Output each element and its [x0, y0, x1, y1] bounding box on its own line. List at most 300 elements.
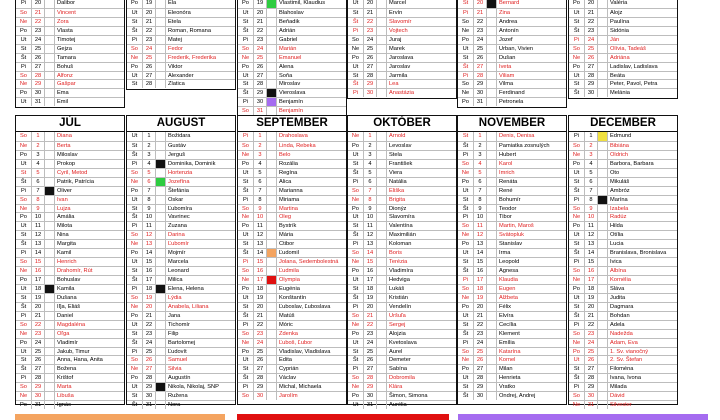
weekday: Ne [16, 142, 32, 150]
day-row [348, 248, 456, 257]
day-marker [45, 356, 55, 364]
weekday: Po [348, 392, 364, 400]
day-row [569, 230, 677, 239]
day-row [569, 221, 677, 230]
nameday: Marcel [389, 0, 407, 6]
nameday: Cecília [499, 321, 517, 328]
day-number: 28 [254, 374, 267, 382]
day-marker [267, 178, 277, 186]
day-row [16, 8, 124, 17]
day-marker [267, 9, 277, 17]
day-row [16, 329, 124, 338]
day-row [458, 373, 566, 382]
day-row [16, 266, 124, 275]
nameday: Marián [279, 45, 297, 52]
day-row [127, 373, 235, 382]
day-list [569, 132, 677, 409]
day-row [238, 17, 346, 26]
day-marker [598, 36, 608, 44]
weekday: Pi [238, 258, 254, 266]
month-title: JÚL [16, 116, 124, 132]
nameday: Stela [389, 151, 402, 158]
day-row [127, 230, 235, 239]
day-number: 26 [32, 356, 45, 364]
weekday: St [348, 285, 364, 293]
day-number: 2 [32, 142, 45, 150]
weekday: Pi [458, 339, 474, 347]
day-row [127, 71, 235, 80]
day-row [348, 62, 456, 71]
day-marker [156, 321, 166, 329]
nameday: Bystrík [279, 223, 297, 230]
day-marker [377, 231, 387, 239]
nameday: Ignác [57, 402, 71, 409]
day-number: 30 [474, 89, 487, 97]
day-marker [156, 348, 166, 356]
day-marker [156, 151, 166, 159]
nameday: Jarolím [279, 393, 298, 400]
nameday: Matej [168, 36, 182, 43]
day-number: 11 [32, 222, 45, 230]
day-marker [267, 80, 277, 88]
day-row [569, 26, 677, 35]
day-marker [156, 240, 166, 248]
day-row [16, 168, 124, 177]
day-number: 27 [254, 72, 267, 80]
weekday: St [238, 303, 254, 311]
day-number: 29 [474, 80, 487, 88]
nameday: Ondrej, Andrej [499, 393, 536, 400]
weekday: Ne [127, 365, 143, 373]
nameday: Terézia [389, 259, 408, 266]
day-number: 4 [364, 160, 377, 168]
day-row [348, 355, 456, 364]
day-row [458, 293, 566, 302]
day-marker [156, 231, 166, 239]
nameday: Natália [389, 178, 407, 185]
day-row [127, 320, 235, 329]
day-row [16, 391, 124, 400]
day-marker [45, 72, 55, 80]
day-marker [45, 169, 55, 177]
nameday: Daniel [57, 312, 74, 319]
weekday: St [238, 178, 254, 186]
nameday: Nadežda [610, 330, 633, 337]
nameday: Beáta [610, 72, 625, 79]
weekday: Št [16, 178, 32, 186]
day-number: 10 [143, 213, 156, 221]
day-row [16, 382, 124, 391]
weekday: Št [238, 249, 254, 257]
day-number: 17 [364, 276, 377, 284]
weekday: Ne [569, 401, 585, 409]
day-row [458, 266, 566, 275]
day-row [238, 230, 346, 239]
weekday: Po [458, 240, 474, 248]
day-number: 8 [143, 196, 156, 204]
weekday: Ut [458, 249, 474, 257]
day-row [458, 71, 566, 80]
nameday: Dušana [57, 294, 77, 301]
day-marker [156, 258, 166, 266]
day-marker [487, 321, 497, 329]
day-marker [45, 231, 55, 239]
nameday: Henrich [57, 259, 77, 266]
day-marker [487, 249, 497, 257]
nameday: Libuša [57, 393, 74, 400]
day-marker [377, 63, 387, 71]
day-number: 24 [143, 339, 156, 347]
day-row [238, 266, 346, 275]
day-row [16, 97, 124, 106]
weekday: Ut [127, 9, 143, 17]
nameday: Ctibor [279, 241, 295, 248]
weekday: So [16, 196, 32, 204]
day-row [16, 320, 124, 329]
day-row [127, 347, 235, 356]
nameday: Anna, Hana, Anita [57, 357, 103, 364]
day-number: 28 [474, 374, 487, 382]
day-number: 11 [254, 222, 267, 230]
day-marker [487, 258, 497, 266]
day-marker [487, 267, 497, 275]
nameday: Barbora, Barbara [610, 160, 654, 167]
weekday: Ne [238, 213, 254, 221]
weekday: Ne [16, 80, 32, 88]
day-list [16, 0, 124, 106]
weekday: Ne [348, 132, 364, 141]
day-marker [487, 9, 497, 17]
day-marker [598, 63, 608, 71]
day-marker [598, 348, 608, 356]
day-number: 25 [585, 348, 598, 356]
weekday: Ne [569, 276, 585, 284]
nameday: Augustín [168, 375, 191, 382]
day-number: 20 [585, 303, 598, 311]
day-number: 18 [32, 285, 45, 293]
day-marker [377, 80, 387, 88]
day-row [127, 338, 235, 347]
day-marker [267, 392, 277, 400]
day-marker [487, 142, 497, 150]
weekday: Ne [458, 356, 474, 364]
day-number: 13 [32, 240, 45, 248]
nameday: Ladislav, Ladislava [610, 63, 658, 70]
nameday: Gašpar [57, 81, 76, 88]
weekday: St [569, 178, 585, 186]
day-marker [267, 303, 277, 311]
day-marker [267, 249, 277, 257]
day-marker [598, 0, 608, 8]
day-marker [487, 240, 497, 248]
weekday: Pi [348, 27, 364, 35]
weekday: Ut [458, 312, 474, 320]
day-marker [267, 45, 277, 53]
day-number: 30 [143, 392, 156, 400]
weekday: Ut [16, 36, 32, 44]
nameday: Jakub, Timur [57, 348, 90, 355]
day-row [238, 159, 346, 168]
day-row [458, 284, 566, 293]
weekday: Po [16, 401, 32, 409]
day-marker [267, 98, 277, 106]
weekday: Ut [348, 151, 364, 159]
day-marker [267, 0, 277, 8]
day-number: 15 [32, 258, 45, 266]
day-list [238, 132, 346, 400]
day-marker [377, 285, 387, 293]
weekday: Po [16, 151, 32, 159]
day-marker [156, 213, 166, 221]
day-row [238, 97, 346, 106]
weekday: Ne [238, 339, 254, 347]
weekday: St [348, 160, 364, 168]
month-title: AUGUST [127, 116, 235, 132]
day-row [348, 159, 456, 168]
nameday: Bohumír [499, 196, 521, 203]
day-row [348, 311, 456, 320]
day-number: 24 [32, 36, 45, 44]
weekday: St [127, 392, 143, 400]
day-number: 21 [585, 9, 598, 17]
day-number: 3 [585, 151, 598, 159]
day-number: 27 [32, 365, 45, 373]
nameday: Viera [389, 169, 403, 176]
day-marker [156, 80, 166, 88]
day-marker [267, 63, 277, 71]
nameday: Sláva [610, 285, 625, 292]
weekday: St [458, 258, 474, 266]
day-row [16, 239, 124, 248]
day-number: 30 [254, 98, 267, 106]
weekday: Pi [16, 249, 32, 257]
day-marker [377, 294, 387, 302]
weekday: So [16, 9, 32, 17]
day-number: 5 [364, 169, 377, 177]
weekday: Št [238, 312, 254, 320]
nameday: Drahoslava [279, 133, 308, 139]
day-marker [45, 63, 55, 71]
day-marker [377, 9, 387, 17]
day-number: 30 [32, 89, 45, 97]
weekday: Pi [16, 374, 32, 382]
nameday: René [499, 187, 513, 194]
day-marker [156, 365, 166, 373]
weekday: Pi [458, 213, 474, 221]
day-marker [377, 27, 387, 35]
day-marker [598, 187, 608, 195]
weekday: St [569, 240, 585, 248]
day-number: 6 [364, 178, 377, 186]
nameday: Klement [499, 330, 520, 337]
day-row [127, 275, 235, 284]
nameday: Vieroslava [279, 90, 306, 97]
day-row [348, 338, 456, 347]
day-list [127, 132, 235, 409]
day-number: 1 [32, 132, 45, 141]
day-marker [45, 401, 55, 409]
nameday: Silvester [610, 402, 632, 409]
day-row [127, 221, 235, 230]
day-row [16, 0, 124, 8]
day-number: 27 [364, 63, 377, 71]
day-marker [377, 276, 387, 284]
day-marker [156, 330, 166, 338]
nameday: Ivana, Ivona [610, 375, 641, 382]
day-number: 28 [474, 72, 487, 80]
day-row [16, 71, 124, 80]
nameday: Arnold [389, 133, 406, 139]
weekday: Ne [238, 54, 254, 62]
day-marker [377, 267, 387, 275]
day-row [16, 311, 124, 320]
nameday: Demeter [389, 357, 411, 364]
day-row [458, 159, 566, 168]
day-row [348, 221, 456, 230]
day-row [458, 97, 566, 106]
day-number: 24 [254, 45, 267, 53]
weekday: So [569, 267, 585, 275]
month-panel-top [568, 0, 678, 99]
nameday: Jolana, Sedembolestná [279, 259, 339, 266]
weekday: St [569, 80, 585, 88]
nameday: Valentína [389, 223, 413, 230]
weekday: So [458, 18, 474, 26]
day-marker [598, 339, 608, 347]
day-number: 20 [143, 9, 156, 17]
day-number: 21 [254, 312, 267, 320]
day-row [348, 293, 456, 302]
day-marker [267, 267, 277, 275]
nameday: Henrieta [499, 375, 521, 382]
weekday: Po [569, 160, 585, 168]
nameday: Jaroslava [389, 54, 414, 61]
month-panel-október [347, 115, 457, 409]
day-marker [45, 27, 55, 35]
weekday: St [348, 72, 364, 80]
nameday: Vendelín [389, 303, 412, 310]
day-row [348, 266, 456, 275]
weekday: Ut [348, 0, 364, 8]
day-row [458, 230, 566, 239]
day-marker [598, 285, 608, 293]
nameday: Andrea [499, 18, 518, 25]
weekday: St [238, 18, 254, 26]
weekday: Ne [458, 231, 474, 239]
weekday: St [238, 240, 254, 248]
day-number: 23 [585, 27, 598, 35]
weekday: St [16, 231, 32, 239]
nameday: Margita [57, 241, 76, 248]
nameday: Petronela [499, 99, 524, 106]
nameday: Oľga [57, 330, 70, 337]
day-number: 25 [474, 45, 487, 53]
nameday: Šimon, Simona [389, 393, 428, 400]
nameday: Vavrinec [168, 214, 190, 221]
nameday: Vratko [499, 384, 516, 391]
day-number: 25 [254, 348, 267, 356]
nameday: Slavomíra [389, 214, 415, 221]
nameday: Oskar [168, 196, 184, 203]
day-row [569, 159, 677, 168]
weekday: Ut [127, 72, 143, 80]
weekday: So [127, 169, 143, 177]
month-panel-top [126, 0, 236, 90]
day-marker [267, 18, 277, 26]
day-marker [156, 160, 166, 168]
day-row [458, 302, 566, 311]
day-row [238, 204, 346, 213]
day-marker [487, 330, 497, 338]
day-marker [487, 80, 497, 88]
day-number: 22 [143, 321, 156, 329]
day-marker [598, 267, 608, 275]
weekday: Št [127, 151, 143, 159]
day-number: 18 [143, 285, 156, 293]
nameday: Otília [610, 232, 624, 239]
weekday: So [127, 45, 143, 53]
day-marker [487, 365, 497, 373]
nameday: Ambróz [610, 187, 630, 194]
nameday: Oliver [57, 187, 72, 194]
weekday: Pi [458, 151, 474, 159]
day-marker [267, 187, 277, 195]
day-row [16, 257, 124, 266]
day-marker [156, 312, 166, 320]
weekday: So [569, 45, 585, 53]
day-row [127, 177, 235, 186]
day-marker [156, 339, 166, 347]
day-marker [598, 142, 608, 150]
weekday: So [238, 45, 254, 53]
weekday: Št [569, 249, 585, 257]
weekday: So [458, 80, 474, 88]
weekday: So [458, 160, 474, 168]
day-marker [377, 249, 387, 257]
nameday: Martina [279, 205, 298, 212]
day-row [238, 212, 346, 221]
day-marker [45, 267, 55, 275]
weekday: Št [458, 0, 474, 8]
day-row [127, 266, 235, 275]
day-marker [598, 249, 608, 257]
day-marker [156, 54, 166, 62]
day-marker [598, 240, 608, 248]
day-marker [377, 303, 387, 311]
day-marker [487, 132, 497, 141]
day-number: 3 [254, 151, 267, 159]
day-number: 16 [585, 267, 598, 275]
weekday: Po [127, 312, 143, 320]
day-row [348, 364, 456, 373]
weekday: Ut [16, 222, 32, 230]
day-marker [598, 80, 608, 88]
day-row [238, 275, 346, 284]
weekday: Ne [16, 330, 32, 338]
weekday: Ut [569, 356, 585, 364]
day-marker [487, 205, 497, 213]
nameday: Oleg [279, 214, 292, 221]
nameday: Berta [57, 142, 71, 149]
day-row [16, 177, 124, 186]
weekday: Ut [127, 132, 143, 141]
nameday: Anabela, Liliana [168, 303, 209, 310]
weekday: Pi [569, 132, 585, 141]
day-row [348, 71, 456, 80]
day-row [348, 275, 456, 284]
day-marker [377, 178, 387, 186]
day-marker [487, 169, 497, 177]
